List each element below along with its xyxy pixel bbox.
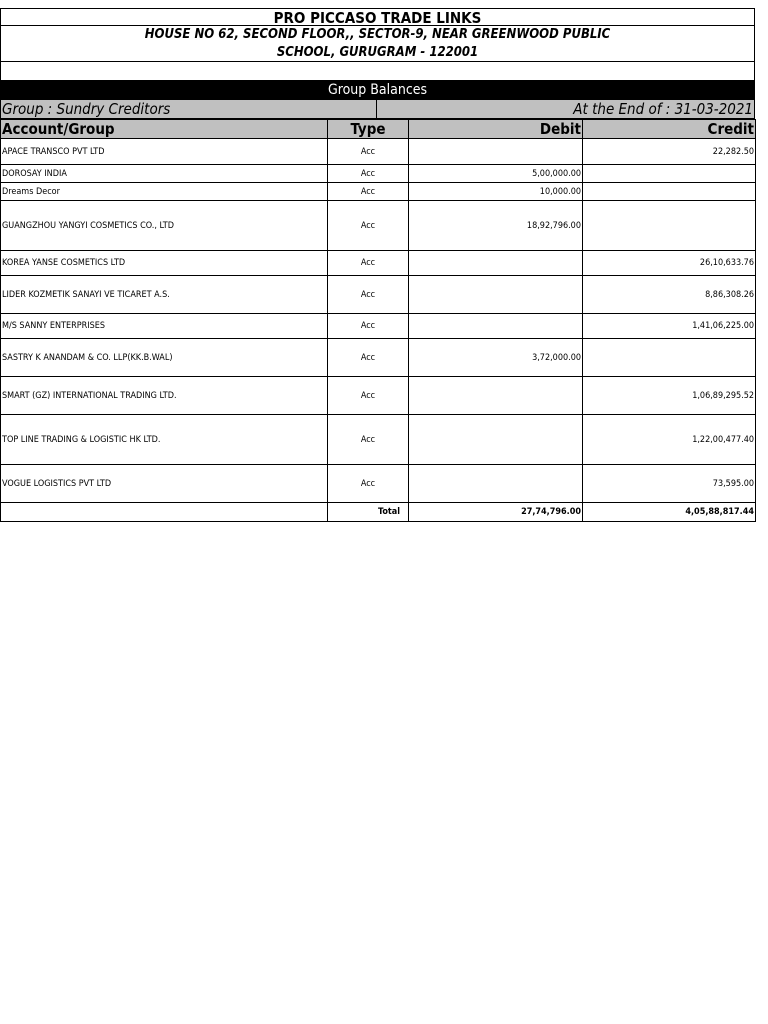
credit-cell [583,183,756,201]
address-line-2: SCHOOL, GURUGRAM - 122001 [276,45,479,60]
company-name: PRO PICCASO TRADE LINKS [0,8,755,26]
type-cell: Acc [328,183,409,201]
column-header-credit: Credit [583,120,756,139]
account-cell: KOREA YANSE COSMETICS LTD [1,251,328,276]
report-sheet [0,8,755,522]
account-cell: GUANGZHOU YANGYI COSMETICS CO., LTD [1,201,328,251]
total-debit: 27,74,796.00 [409,503,583,522]
type-cell: Acc [328,465,409,503]
table-row [1,251,756,276]
company-address [0,26,755,62]
type-cell: Acc [328,139,409,165]
report-title: Group Balances [0,81,755,100]
table-row [1,314,756,339]
blank-row [0,62,755,81]
total-blank-cell [1,503,328,522]
debit-cell [409,415,583,465]
credit-cell: 1,22,00,477.40 [583,415,756,465]
account-cell: M/S SANNY ENTERPRISES [1,314,328,339]
debit-cell [409,276,583,314]
debit-cell [409,377,583,415]
account-cell: Dreams Decor [1,183,328,201]
debit-cell: 18,92,796.00 [409,201,583,251]
account-cell: APACE TRANSCO PVT LTD [1,139,328,165]
type-cell: Acc [328,201,409,251]
total-credit: 4,05,88,817.44 [583,503,756,522]
table-row [1,276,756,314]
column-header-account: Account/Group [1,120,328,139]
table-header-row [1,120,756,139]
period-label: At the End of : 31-03-2021 [573,100,753,118]
type-cell: Acc [328,251,409,276]
debit-cell [409,465,583,503]
type-cell: Acc [328,314,409,339]
address-line-1: HOUSE NO 62, SECOND FLOOR,, SECTOR-9, NEAR GREENWOOD PUBLIC [144,27,611,42]
credit-cell: 1,41,06,225.00 [583,314,756,339]
debit-cell [409,251,583,276]
debit-cell [409,314,583,339]
table-row [1,139,756,165]
table-row [1,339,756,377]
account-cell: DOROSAY INDIA [1,165,328,183]
column-header-type: Type [328,120,409,139]
credit-cell [583,201,756,251]
credit-cell: 26,10,633.76 [583,251,756,276]
account-cell: SASTRY K ANANDAM & CO. LLP(KK.B.WAL) [1,339,328,377]
debit-cell [409,139,583,165]
table-row [1,415,756,465]
table-row [1,377,756,415]
credit-cell: 73,595.00 [583,465,756,503]
table-row [1,183,756,201]
debit-cell: 5,00,000.00 [409,165,583,183]
column-header-debit: Debit [409,120,583,139]
credit-cell [583,165,756,183]
account-cell: VOGUE LOGISTICS PVT LTD [1,465,328,503]
account-cell: TOP LINE TRADING & LOGISTIC HK LTD. [1,415,328,465]
table-row [1,165,756,183]
type-cell: Acc [328,377,409,415]
credit-cell: 8,86,308.26 [583,276,756,314]
type-cell: Acc [328,415,409,465]
account-cell: SMART (GZ) INTERNATIONAL TRADING LTD. [1,377,328,415]
account-cell: LIDER KOZMETIK SANAYI VE TICARET A.S. [1,276,328,314]
group-row [0,100,755,119]
type-cell: Acc [328,276,409,314]
table-row [1,201,756,251]
type-cell: Acc [328,339,409,377]
balances-table [0,119,756,522]
total-label: Total [328,503,409,522]
total-row [1,503,756,522]
debit-cell: 10,000.00 [409,183,583,201]
credit-cell: 1,06,89,295.52 [583,377,756,415]
group-label: Group : Sundry Creditors [1,100,377,118]
credit-cell: 22,282.50 [583,139,756,165]
credit-cell [583,339,756,377]
debit-cell: 3,72,000.00 [409,339,583,377]
type-cell: Acc [328,165,409,183]
table-row [1,465,756,503]
